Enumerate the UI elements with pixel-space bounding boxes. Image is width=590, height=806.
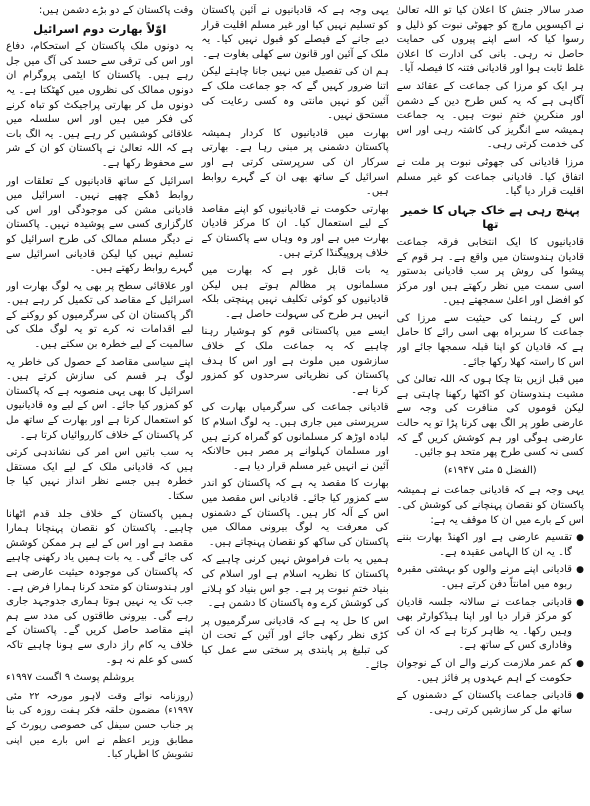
column-right [397,4,584,802]
quoted-statement: میں قبل ازیں بتا چکا ہوں کہ اللہ تعالیٰ کی مشیت ہندوستان کو اکٹھا رکھنا چاہتی ہے لیکن قوموں کی منافرت کی وجہ سے عارضی طور پر الگ بھی کرنا پڑا تو یہ حالت عارضی ہوگی اور ہم کوشش کریں گے کہ کسی نہ کسی طرح پھر متحد ہو جائیں۔ [396,374,584,459]
bullet-item: ● کم عمر ملازمت کرنے والے ان کے نوجوان حکومت کے اہم عہدوں پر فائز ہیں۔ [397,657,584,686]
paragraph: یہ سب باتیں اس امر کی نشاندہی کرتی ہیں کہ قادیانی ملک کے لیے ایک مستقل خطرہ ہیں جسے نظر انداز نہیں کیا جا سکتا۔ [6,447,194,502]
bullet-item: ● تقسیم عارضی ہے اور اکھنڈ بھارت بننے گا۔ یہ ان کا الہامی عقیدہ ہے۔ [397,531,584,560]
paragraph: بھارت کا مقصد یہ ہے کہ پاکستان کو اندر سے کمزور کیا جائے۔ قادیانی اس مقصد میں اس کے آلہ کار ہیں۔ پاکستان کے دشمنوں کی معرفت یہ لوگ بیرونی ممالک میں پاکستان کی ساکھ کو نقصان پہنچاتے ہیں۔ [201,478,389,548]
paragraph: قادیانی جماعت کی سرگرمیاں بھارت کی سرپرستی میں جاری ہیں۔ یہ لوگ اسلام کا لبادہ اوڑھ کر مسلمانوں کو گمراہ کرتے ہیں اور مسلمان کہلوانے پر مصر ہیں حالانکہ آئین نے انہیں غیر مسلم قرار دیا ہے۔ [201,402,389,472]
bullet-item: ● قادیانی اپنے مرنے والوں کو بہشتی مقبرہ ربوہ میں امانتاً دفن کرتے ہیں۔ [397,563,584,592]
paragraph: بھارتی حکومت نے قادیانیوں کو اپنے مقاصد کے لیے استعمال کیا۔ ان کا مرکز قادیان بھارت میں ہے اور وہ وہاں سے پاکستان کے خلاف پروپیگنڈا کرتے ہیں۔ [201,203,389,259]
source-signature: یروشلم پوسٹ ۹ اگست ۱۹۹۷ء [6,672,135,684]
paragraph: ہمیں یہ بات فراموش نہیں کرنی چاہیے کہ پاکستان کا نظریہ اسلام ہے اور اسلام کی بنیاد ختمِ نبوت پر ہے۔ جو اس بنیاد کو ہلانے کی کوشش کرے وہ پاکستان کا دشمن ہے۔ [201,554,389,610]
reference-note: (روزنامہ نوائے وقت لاہور مورخہ ۲۲ مئی ۱۹۹۷ء) مضمون حلقہ فکر ہفت روزہ کی بنا پر جناب حسن سیفل کی خصوصی رپورٹ کے مطابق وزیر اعظم نے اس بارے میں اپنی تشویش کا اظہار کیا۔ [6,690,194,761]
paragraph: یہی وجہ ہے کہ قادیانی جماعت نے ہمیشہ پاکستان کو نقصان پہنچانے کی کوشش کی۔ اس کے بارے میں ان کا موقف یہ ہے: [396,485,584,526]
paragraph: یہ بات قابل غور ہے کہ بھارت میں مسلمانوں پر مظالم ہوتے ہیں لیکن قادیانیوں کو کوئی تکلیف نہیں پہنچتی بلکہ انہیں ہر طرح کی سہولت حاصل ہے۔ [201,265,389,320]
column-middle [201,4,388,802]
paragraph: اور علاقائی سطح پر بھی یہ لوگ بھارت اور اسرائیل کے مقاصد کی تکمیل کر رہے ہیں۔ اگر پاکستان ان کی سرگرمیوں کو روکنے کے لیے اقدامات نہ کرے تو یہ لوگ ملک کی سالمیت کے لیے خطرہ بن سکتے ہیں۔ [6,280,194,351]
column-left [6,4,193,802]
paragraph: اسرائیل کے ساتھ قادیانیوں کے تعلقات اور روابط ڈھکے چھپے نہیں۔ اسرائیل میں قادیانی مشن کی موجودگی اور اس کی کارگزاری کسی سے پوشیدہ نہیں۔ پاکستان نے دیگر مسلم ممالک کی طرح اسرائیل کو تسلیم نہیں کیا لیکن قادیانی اسرائیل سے گہرے روابط رکھتے ہیں۔ [6,175,194,275]
paragraph: اس کے رہنما کی حیثیت سے مرزا کی جماعت کا سربراہ بھی اسی رائے کا حامل ہے کہ قادیان کو اپنا قبلہ سمجھا جائے اور اس کا راستہ کھلا رکھا جائے۔ [396,312,584,368]
paragraph: اس کا حل یہ ہے کہ قادیانی سرگرمیوں پر کڑی نظر رکھی جائے اور آئین کے تحت ان کی تبلیغ پر پابندی پر سختی سے عمل کیا جائے۔ [201,615,389,671]
paragraph: قادیانیوں کا ایک انتخابی فرقہ جماعت قادیان ہندوستان میں واقع ہے۔ ہر قوم کے پیشوا کی روش پر سب قادیانی بدستور اسی سمت میں نظر رکھتے ہیں اور مرکز کو افضل اور اعلیٰ سمجھتے ہیں۔ [396,236,584,307]
paragraph: مرزا قادیانی کی جھوٹی نبوت پر ملت نے اتفاق کیا۔ قادیانی جماعت کو غیر مسلم اقلیت قرار دیا گیا۔ [396,156,584,198]
bullet-item: ● قادیانی جماعت نے سالانہ جلسہ قادیان کو مرکز قرار دیا اور اپنا ہیڈکوارٹر بھی وہیں رکھا۔ یہ ظاہر کرتا ہے کہ ان کی وفاداری کس کے ساتھ ہے۔ [397,596,584,654]
bullet-item: ● قادیانی جماعت پاکستان کے دشمنوں کے ساتھ مل کر سازشیں کرتی رہی۔ [397,689,584,718]
paragraph: ہر ایک کو مرزا کی جماعت کے عقائد سے آگاہی ہے کہ یہ کس طرح دین کے دشمن اور منکرینِ ختمِ نبوت ہیں۔ یہ جماعت ہمیشہ سے انگریز کی کاشتہ رہی اور اس کی خدمت کرتی رہی۔ [396,80,584,151]
paragraph: بھارت میں قادیانیوں کا کردار ہمیشہ پاکستان دشمنی پر مبنی رہا ہے۔ بھارتی سرکار ان کی سرپرستی کرتی ہے اور اسرائیل کے ساتھ بھی ان کے گہرے روابط ہیں۔ [201,127,389,198]
paragraph: اپنے سیاسی مقاصد کے حصول کی خاطر یہ لوگ ہر قسم کی سازش کرتے ہیں۔ اسرائیل کا بھی یہی منصوبہ ہے کہ پاکستان کو کمزور کیا جائے۔ اس کے لیے وہ قادیانیوں کو استعمال کرتا ہے اور بھارت کے ساتھ مل کر پاکستان کے خلاف کارروائیاں کرتا ہے۔ [6,356,194,441]
verse-heading: پہنچ رہی ہے خاک جہاں کا خمیر تھا [400,202,580,232]
paragraph: ایسے میں پاکستانی قوم کو ہوشیار رہنا چاہیے کہ یہ جماعت ملک کے خلاف سازشوں میں ملوث ہے اور اس کا ہدف پاکستان کی نظریاتی سرحدوں کو کمزور کرنا ہے۔ [201,326,389,396]
column-container [6,4,584,802]
paragraph: ہم ان کی تفصیل میں نہیں جانا چاہتے لیکن اتنا ضرور کہیں گے کہ جو جماعت ملک کے آئین کو نہیں مانتی وہ کسی رعایت کی مستحق نہیں۔ [201,66,389,122]
paragraph: یہ دونوں ملک پاکستان کے استحکام، دفاع اور اس کی ترقی سے حسد کی آگ میں جل رہے ہیں۔ پاکستان کا ایٹمی پروگرام ان دونوں ممالک کی نظروں میں کھٹکتا ہے۔ یہ دونوں مل کر بھارتی پراجیکٹ کو تباہ کرنے کی فکر میں ہیں اور اس سلسلہ میں علاقائی کوششیں کر رہے ہیں۔ یہ الگ بات ہے کہ اللہ تعالیٰ نے پاکستان کو ان کے شر سے محفوظ رکھا ہے۔ [6,41,194,169]
paragraph: صدر سالار جنش کا اعلان کیا تو اللہ تعالیٰ نے اکیسویں مارچ کو جھوٹی نبوت کو ذلیل و رسوا کیا کہ اسے اپنے پیروں کی حمایت حاصل نہ رہی۔ بانی کی ادارت کا اعلان غلط ثابت ہوا اور قادیانی فتنہ کا فیصلہ آیا۔ [396,5,584,75]
citation: (الفضل ۵ مئی ۱۹۴۷ء) [443,464,537,476]
section-heading: اوّلاً بھارت دوم اسرائیل [33,21,167,36]
paragraph: وقت پاکستان کے دو بڑے دشمن ہیں: [38,5,194,16]
quoted-statement: ہمیں پاکستان کے خلاف جلد قدم اٹھانا چاہیے۔ پاکستان کو نقصان پہنچانا ہمارا مقصد ہے اور اس کے لیے ہر ممکن کوشش کی جائے گی۔ یہ بات ہمیں یاد رکھنی چاہیے کہ پاکستان کی موجودہ حیثیت عارضی ہے اور ہندوستان کو متحد کرنا ہمارا فرض ہے۔ جب تک یہ نہیں ہوتا ہماری جدوجہد جاری رہے گی۔ بیرونی طاقتوں کی مدد سے ہم اپنے مقاصد حاصل کریں گے۔ پاکستان کے خلاف یہ کام راز داری سے ہونا چاہیے تاکہ کسی کو علم نہ ہو۔ [6,508,194,666]
bullet-list [397,531,584,718]
paragraph: یہی وجہ ہے کہ قادیانیوں نے آئین پاکستان کو تسلیم نہیں کیا اور غیر مسلم اقلیت قرار دیے جانے کے فیصلے کو قبول نہیں کیا۔ یہ ملک کے آئین اور قانون سے کھلی بغاوت ہے۔ [201,5,389,60]
